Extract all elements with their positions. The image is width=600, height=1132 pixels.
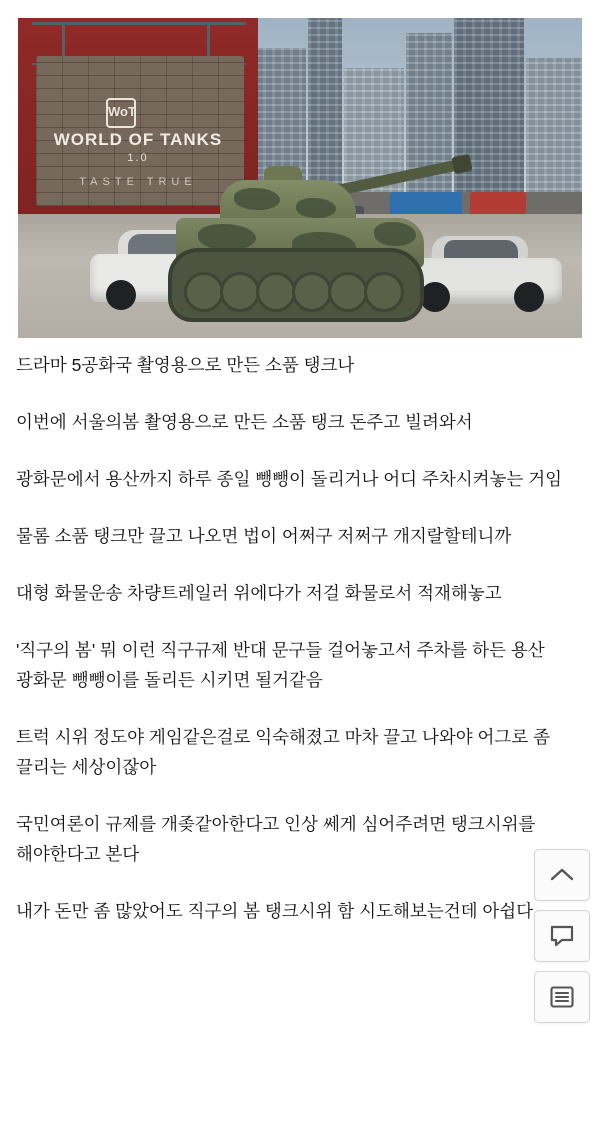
roadwheel (220, 272, 260, 312)
post-body (16, 350, 584, 926)
roadwheel (292, 272, 332, 312)
post-paragraph: '직구의 봄' 뭐 이런 직구규제 반대 문구들 걸어놓고서 주차를 하든 용산 광화문 뺑뺑이를 돌리든 시키면 될거같음 (16, 640, 545, 690)
comments-button[interactable] (534, 910, 590, 962)
scroll-to-top-button[interactable] (534, 849, 590, 901)
roadwheel (256, 272, 296, 312)
post-paragraph: 대형 화물운송 차량트레일러 위에다가 저걸 화물로서 적재해놓고 (16, 583, 502, 603)
post-paragraph: 드라마 5공화국 촬영용으로 만든 소품 탱크나 (16, 355, 355, 375)
hull-camo-patch (198, 224, 256, 250)
post-paragraph: 트럭 시위 정도야 게임같은걸로 익숙해졌고 마차 끌고 나와야 어그로 좀 끌리는 세상이잖아 (16, 727, 551, 777)
wot-tagline-text: TASTE TRUE (79, 176, 197, 188)
wot-title-text: WORLD OF TANKS (53, 130, 223, 149)
post-hero-image (18, 18, 582, 338)
post-paragraph: 내가 돈만 좀 많았어도 직구의 봄 탱크시위 함 시도해보는건데 아쉽다 (16, 901, 534, 921)
post-paragraph: 물롬 소품 탱크만 끌고 나오면 법이 어쩌구 저쩌구 개지랄할테니까 (16, 526, 512, 546)
list-icon (549, 985, 575, 1009)
post-paragraph: 광화문에서 용산까지 하루 종일 뺑뺑이 돌리거나 어디 주차시켜놓는 거임 (16, 469, 563, 489)
wot-badge-icon: WoT (106, 98, 136, 128)
tank (168, 132, 458, 322)
roadwheel (328, 272, 368, 312)
car-right-wheel-front (514, 282, 544, 312)
building-5 (454, 18, 524, 218)
turret-camo-patch (234, 188, 280, 210)
tank-roadwheels (184, 270, 398, 312)
list-view-button[interactable] (534, 971, 590, 1023)
hull-camo-patch-3 (374, 222, 416, 246)
roadwheel (184, 272, 224, 312)
turret-camo-patch-2 (296, 198, 336, 218)
speech-bubble-icon (549, 924, 575, 948)
wot-version-text: 1.0 (127, 152, 149, 164)
floating-button-stack (534, 849, 590, 1032)
sedan-left-wheel-front (106, 280, 136, 310)
post-paragraph: 국민여론이 규제를 개좆같아한다고 인상 쎄게 심어주려면 탱크시위를 해야한다고 본다 (16, 814, 536, 864)
post-paragraph: 이번에 서울의봄 촬영용으로 만든 소품 탱크 돈주고 빌려와서 (16, 412, 473, 432)
roadwheel (364, 272, 404, 312)
chevron-up-icon (549, 866, 575, 884)
